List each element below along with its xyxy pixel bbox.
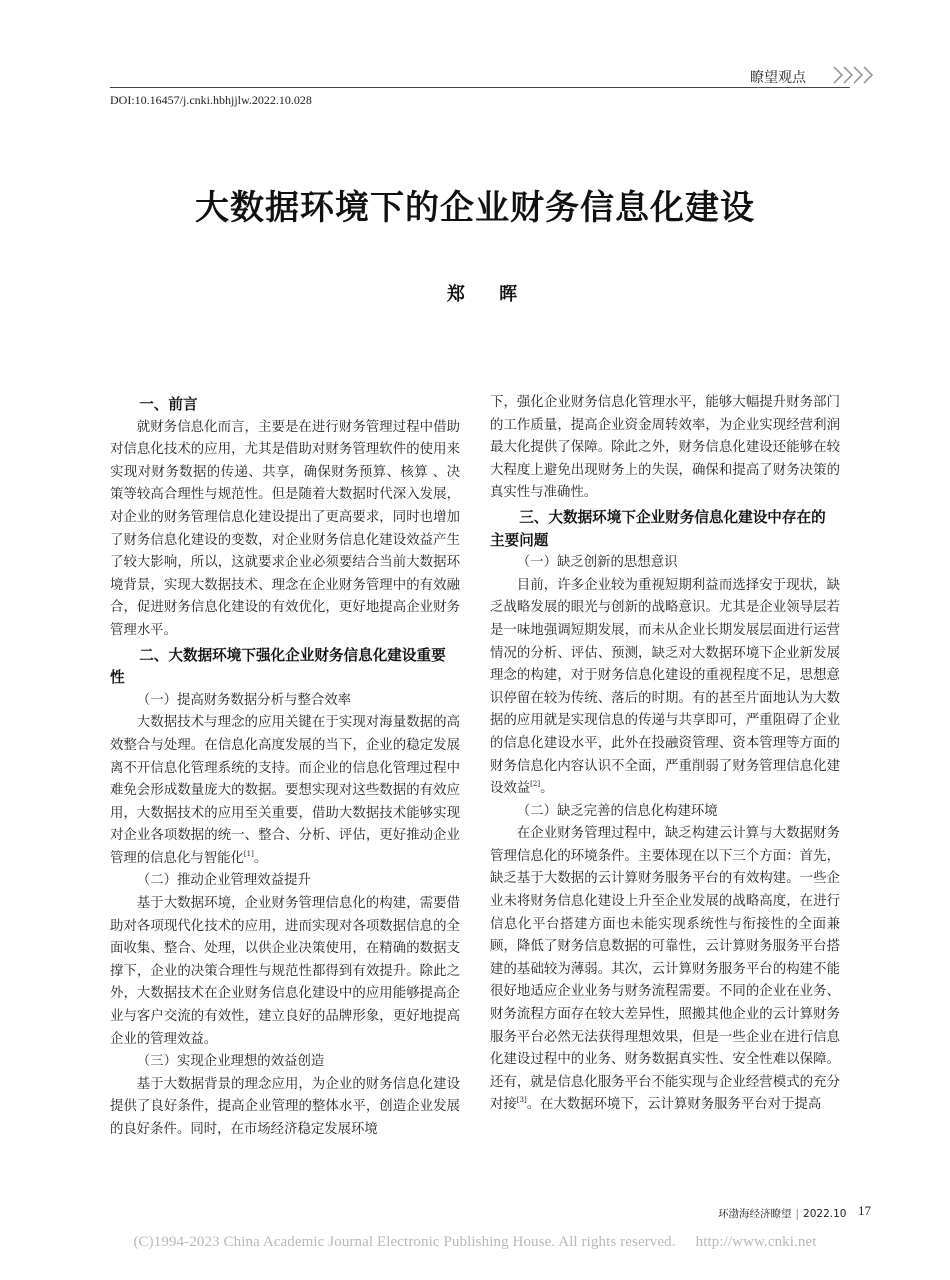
- article-title: 大数据环境下的企业财务信息化建设: [195, 188, 755, 228]
- copyright-url[interactable]: http://www.cnki.net: [695, 1234, 817, 1250]
- citation-ref: [3]: [516, 1096, 527, 1105]
- paragraph-text: 目前，许多企业较为重视短期利益而选择安于现状，缺乏战略发展的眼光与创新的战略意识。尤其是企业领导层若是一味地强调短期发展，而未从企业长期发展层面进行运营情况的分析、评估、预测，缺乏对大数据环境下企业新发展理念的构建，对于财务信息化建设的重视程度不足，思想意识停留在较为传统、落后的时期。有的甚至片面地认为大数据的应用就是实现信息的传递与共享即可，严重阻碍了企业的信息化建设水平，此外在投融资管理、资本管理等方面的财务信息化内容认识不全面，严重削弱了财务管理信息化建设效益: [490, 577, 840, 797]
- subsection-2-1-paragraph: [110, 712, 460, 870]
- header-rule: [110, 87, 850, 88]
- subsection-2-2-paragraph: 基于大数据环境，企业财务管理信息化的构建，需要借助对各项现代化技术的应用，进而实现对各项数据信息的全面收集、整合、处理，以供企业决策使用，在精确的数据支撑下，企业的决策合理性与规范性都得到有效提升。除此之外，大数据技术在企业财务信息化建设中的应用能够提高企业与客户交流的有效性，建立良好的品牌形象，更好地提高企业的管理效益。: [110, 896, 460, 1047]
- subsection-3-2-paragraph: [490, 823, 840, 1117]
- right-column: [490, 392, 840, 1117]
- page-number: 17: [858, 1203, 871, 1218]
- citation-ref: [2]: [530, 780, 541, 789]
- paragraph-text: 大数据技术与理念的应用关键在于实现对海量数据的高效整合与处理。在信息化高度发展的当下，企业的稳定发展离不开信息化管理系统的支持。而企业的信息化管理过程中难免会形成数量庞大的数据。要想实现对这些数据的有效应用，大数据技术的应用至关重要，借助大数据技术能够实现对企业各项数据的统一、整合、分析、评估，更好推动企业管理的信息化与智能化: [110, 715, 460, 866]
- section-1-heading: 一、前言: [139, 396, 198, 413]
- subsection-2-3-paragraph: 基于大数据背景的理念应用，为企业的财务信息化建设提供了良好条件，提高企业管理的整体水平，创造企业发展的良好条件。同时，在市场经济稳定发展环境: [110, 1076, 460, 1137]
- paragraph-end: 。: [540, 781, 554, 797]
- section-1-paragraph: 就财务信息化而言，主要是在进行财务管理过程中借助对信息化技术的应用，尤其是借助对财务管理软件的使用来实现对财务数据的传递、共享，确保财务预算、核算 、决策等较高合理性与规范性。但是随着大数据时代深入发展，对企业的财务管理信息化建设提出了更高要求，同时也增加了财务信息化建设的变数，对企业财务信息化建设效益产生了较大影响，所以，这就要求企业必须要结合当前大数据环境背景，实现大数据技术、理念在企业财务管理中的有效融合，促进财务信息化建设的有效优化，更好地提高企业财务管理水平。: [110, 419, 460, 638]
- journal-issue: 2022.10: [803, 1208, 847, 1220]
- paragraph-end: 。在大数据环境下，云计算财务服务平台对于提高: [526, 1097, 822, 1113]
- subsection-2-1-heading: （一）提高财务数据分析与整合效率: [136, 692, 352, 708]
- doi: DOI:10.16457/j.cnki.hbhjjlw.2022.10.028: [110, 93, 312, 107]
- footer-journal: [718, 1206, 846, 1221]
- journal-name: 环渤海经济瞭望: [718, 1208, 792, 1220]
- paragraph-text: 在企业财务管理过程中，缺乏构建云计算与大数据财务管理信息化的环境条件。主要体现在以下三个方面：首先，缺乏基于大数据的云计算财务服务平台的有效构建。一些企业未将财务信息化建设上升至企业发展的战略高度，在进行信息化平台搭建方面也未能实现系统性与衔接性的全面兼顾，降低了财务信息数据的可靠性，云计算财务服务平台搭建的基础较为薄弱。其次，云计算财务服务平台的构建不能很好地适应企业业务与财务流程需要。不同的企业在业务、财务流程方面存在较大差异性，照搬其他企业的云计算财务服务平台必然无法获得理想效果，但是一些企业在进行信息化建设过程中的业务、财务数据真实性、安全性难以保障。还有，就是信息化服务平台不能实现与企业经营模式的充分对接: [490, 826, 840, 1113]
- subsection-3-2-heading: （二）缺乏完善的信息化构建环境: [516, 803, 718, 819]
- subsection-2-3-heading: （三）实现企业理想的效益创造: [136, 1054, 325, 1070]
- section-header: [720, 64, 850, 88]
- paragraph-end: 。: [253, 850, 268, 866]
- copyright-text: (C)1994-2023 China Academic Journal Electronic Publishing House. All rights reserved.: [133, 1234, 676, 1250]
- left-column: [110, 392, 460, 1142]
- copyright-watermark: [0, 1234, 950, 1251]
- section-3-heading: 三、大数据环境下企业财务信息化建设中存在的主要问题: [490, 508, 826, 549]
- section-label: 瞭望观点: [750, 70, 806, 86]
- article-author: 郑 晖: [446, 284, 532, 305]
- subsection-3-1-paragraph: [490, 575, 840, 801]
- subsection-2-2-heading: （二）推动企业管理效益提升: [136, 873, 311, 889]
- continued-paragraph: 下，强化企业财务信息化管理水平，能够大幅提升财务部门的工作质量，提高企业资金周转效率，为企业实现经营利润最大化提供了保障。除此之外，财务信息化建设还能够在较大程度上避免出现财务上的失误，确保和提高了财务决策的真实性与准确性。: [490, 395, 840, 501]
- footer-separator: |: [795, 1208, 800, 1220]
- section-2-heading: 二、大数据环境下强化企业财务信息化建设重要性: [110, 646, 446, 687]
- subsection-3-1-heading: （一）缺乏创新的思想意识: [516, 555, 678, 571]
- citation-ref: [1]: [243, 849, 254, 858]
- chevrons-icon: [832, 64, 888, 86]
